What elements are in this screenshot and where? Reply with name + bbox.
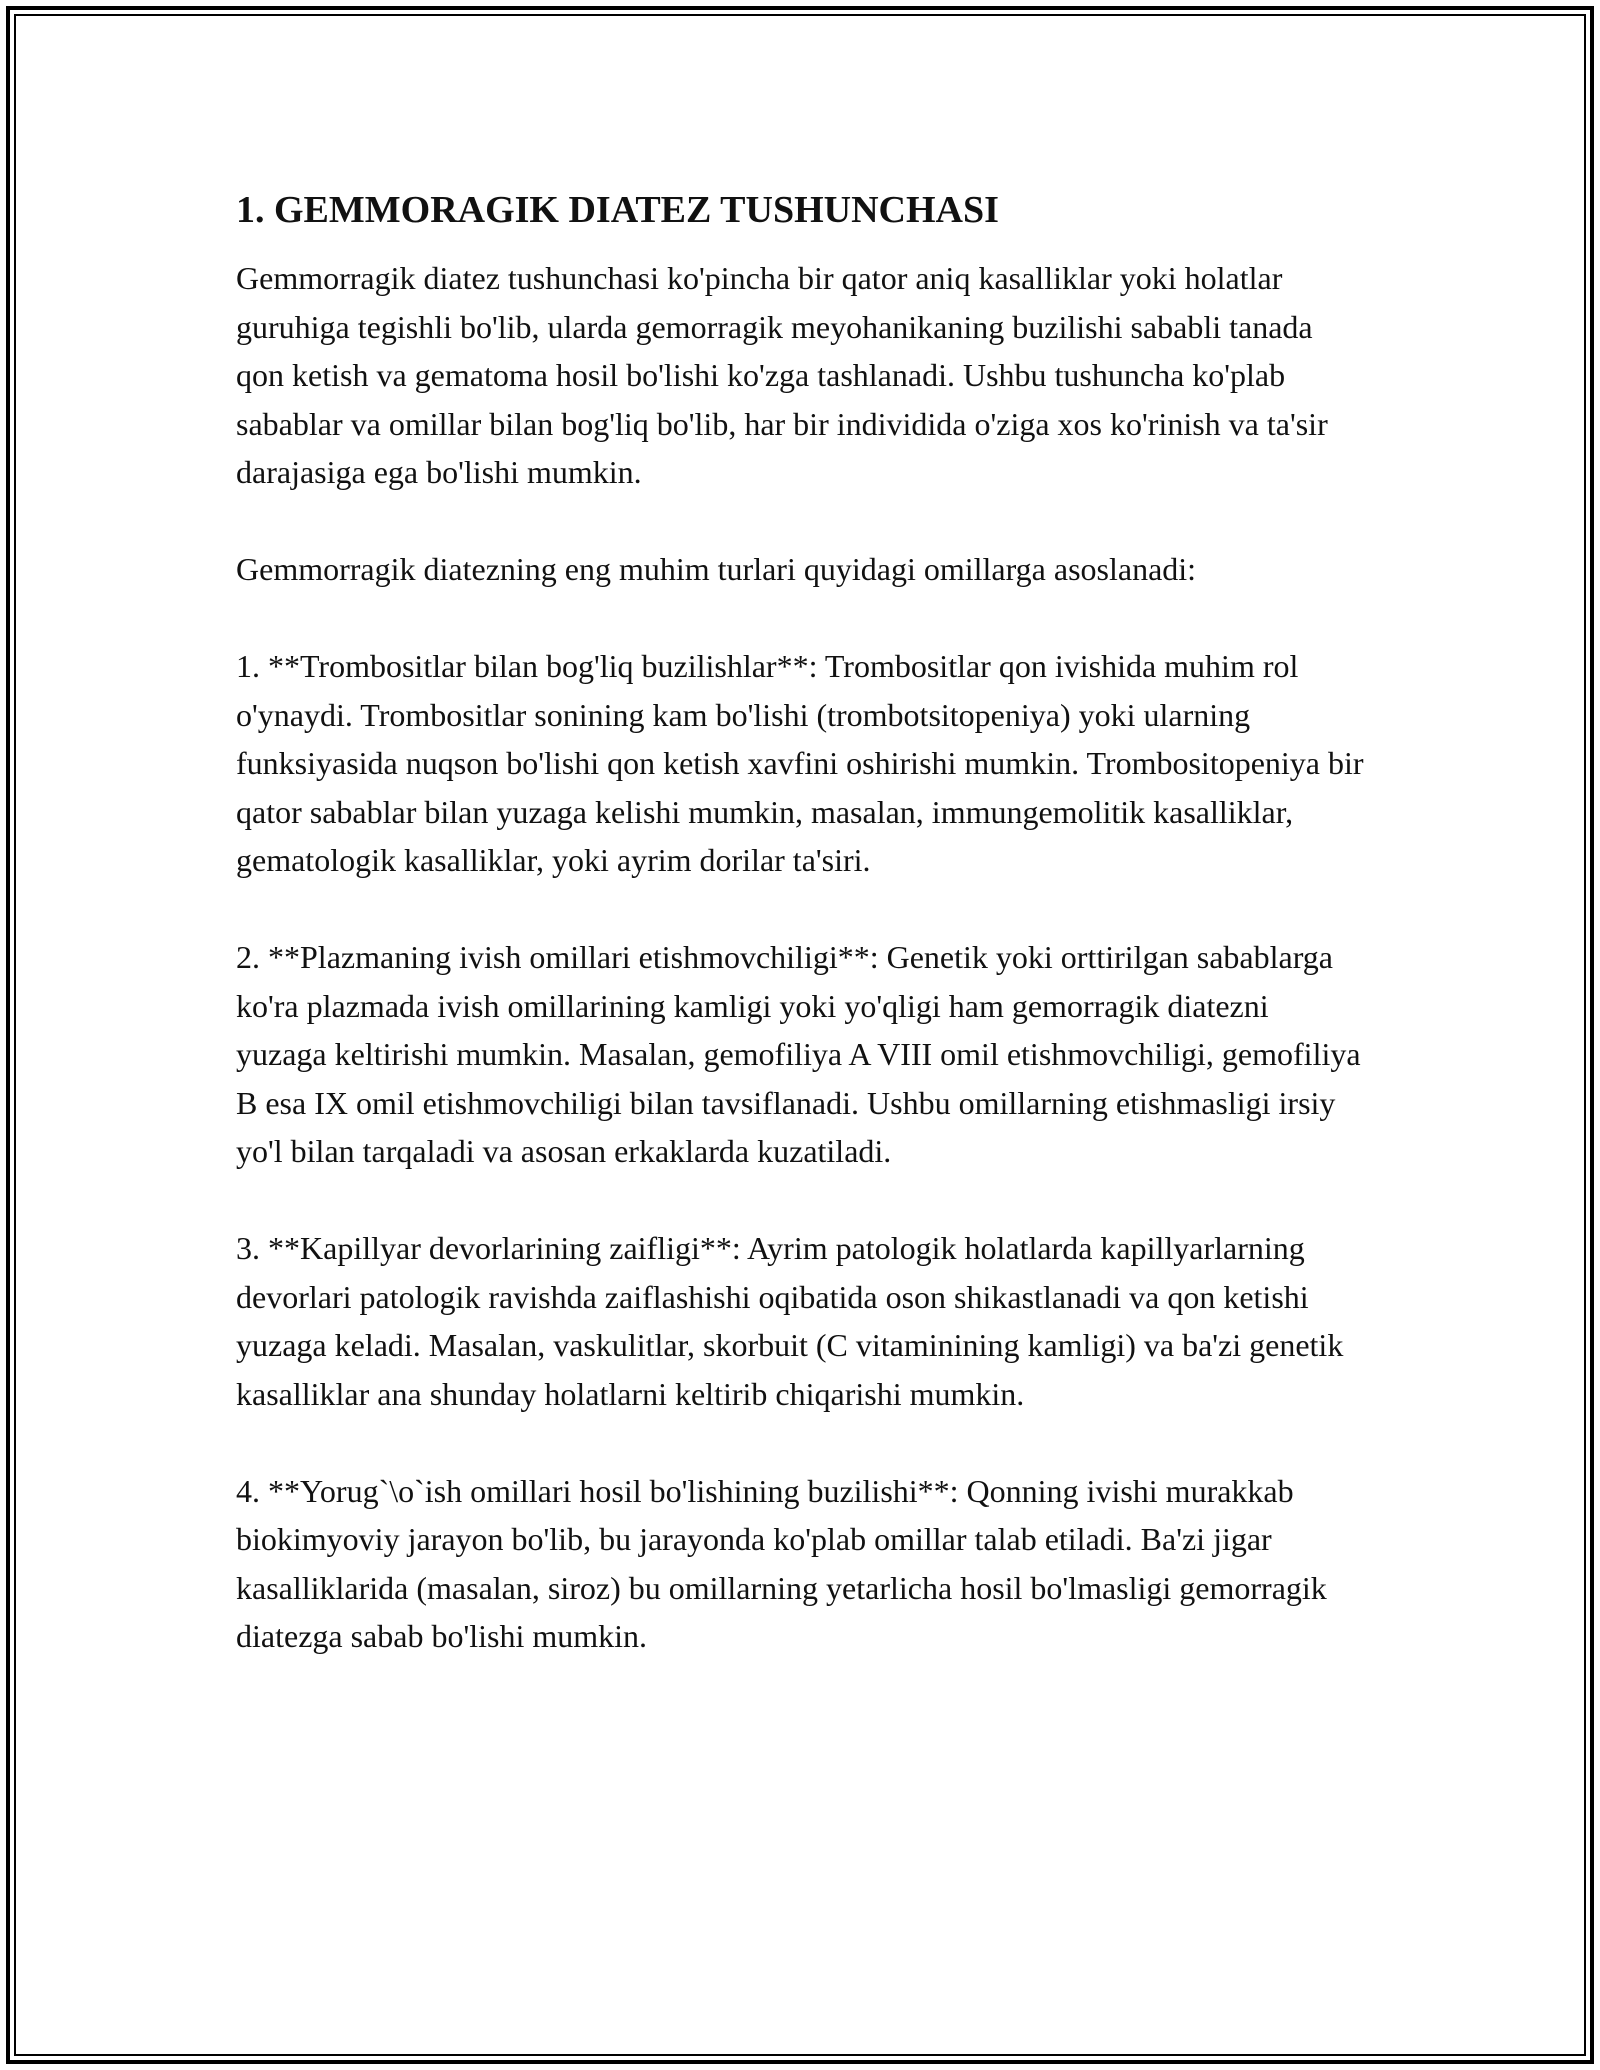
list-item-3: 3. **Kapillyar devorlarining zaifligi**: Ayrim patologik holatlarda kapillyarlarning devorlari patologik ravishda zaiflashishi oqibatida oson shikastlanadi va qon ketishi yuzaga keladi. Masalan, vaskulitlar, skorbuit (C vitaminining kamligi) va ba'zi genetik kasalliklar ana shunday holatlarni keltirib chiqarishi mumkin. xyxy=(236,1230,1344,1412)
page-title: 1. GEMMORAGIK DIATEZ TUSHUNCHASI xyxy=(236,189,999,231)
list-item-1: 1. **Trombositlar bilan bog'liq buzilishlar**: Trombositlar qon ivishida muhim rol o'ynaydi. Trombositlar sonining kam bo'lishi (trombotsitopeniya) yoki ularning funksiyasida nuqson bo'lishi qon ketish xavfini oshirishi mumkin. Trombositopeniya bir qator sabablar bilan yuzaga kelishi mumkin, masalan, immungemolitik kasalliklar, gematologik kasalliklar, yoki ayrim dorilar ta'siri. xyxy=(236,648,1364,878)
intro-paragraph: Gemmorragik diatez tushunchasi ko'pincha bir qator aniq kasalliklar yoki holatlar guruhiga tegishli bo'lib, ularda gemorragik meyohanikaning buzilishi sababli tanada qon ketish va gematoma hosil bo'lishi ko'zga tashlanadi. Ushbu tushuncha ko'plab sabablar va omillar bilan bog'liq bo'lib, har bir individida o'ziga xos ko'rinish va ta'sir darajasiga ega bo'lishi mumkin. xyxy=(236,260,1328,490)
list-item-4: 4. **Yorug`\o`ish omillari hosil bo'lishining buzilishi**: Qonning ivishi murakkab biokimyoviy jarayon bo'lib, bu jarayonda ko'plab omillar talab etiladi. Ba'zi jigar kasalliklarida (masalan, siroz) bu omillarning yetarlicha hosil bo'lmasligi gemorragik diatezga sabab bo'lishi mumkin. xyxy=(236,1472,1327,1654)
types-lead-paragraph: Gemmorragik diatezning eng muhim turlari quyidagi omillarga asoslanadi: xyxy=(236,551,1197,587)
list-item-2: 2. **Plazmaning ivish omillari etishmovchiligi**: Genetik yoki orttirilgan sabablarga ko'ra plazmada ivish omillarining kamligi yoki yo'qligi ham gemorragik diatezni yuzaga keltirishi mumkin. Masalan, gemofiliya A VIII omil etishmovchiligi, gemofiliya B esa IX omil etishmovchiligi bilan tavsiflanadi. Ushbu omillarning etishmasligi irsiy yo'l bilan tarqaladi va asosan erkaklarda kuzatiladi. xyxy=(236,939,1361,1169)
document-body xyxy=(236,186,1366,1709)
